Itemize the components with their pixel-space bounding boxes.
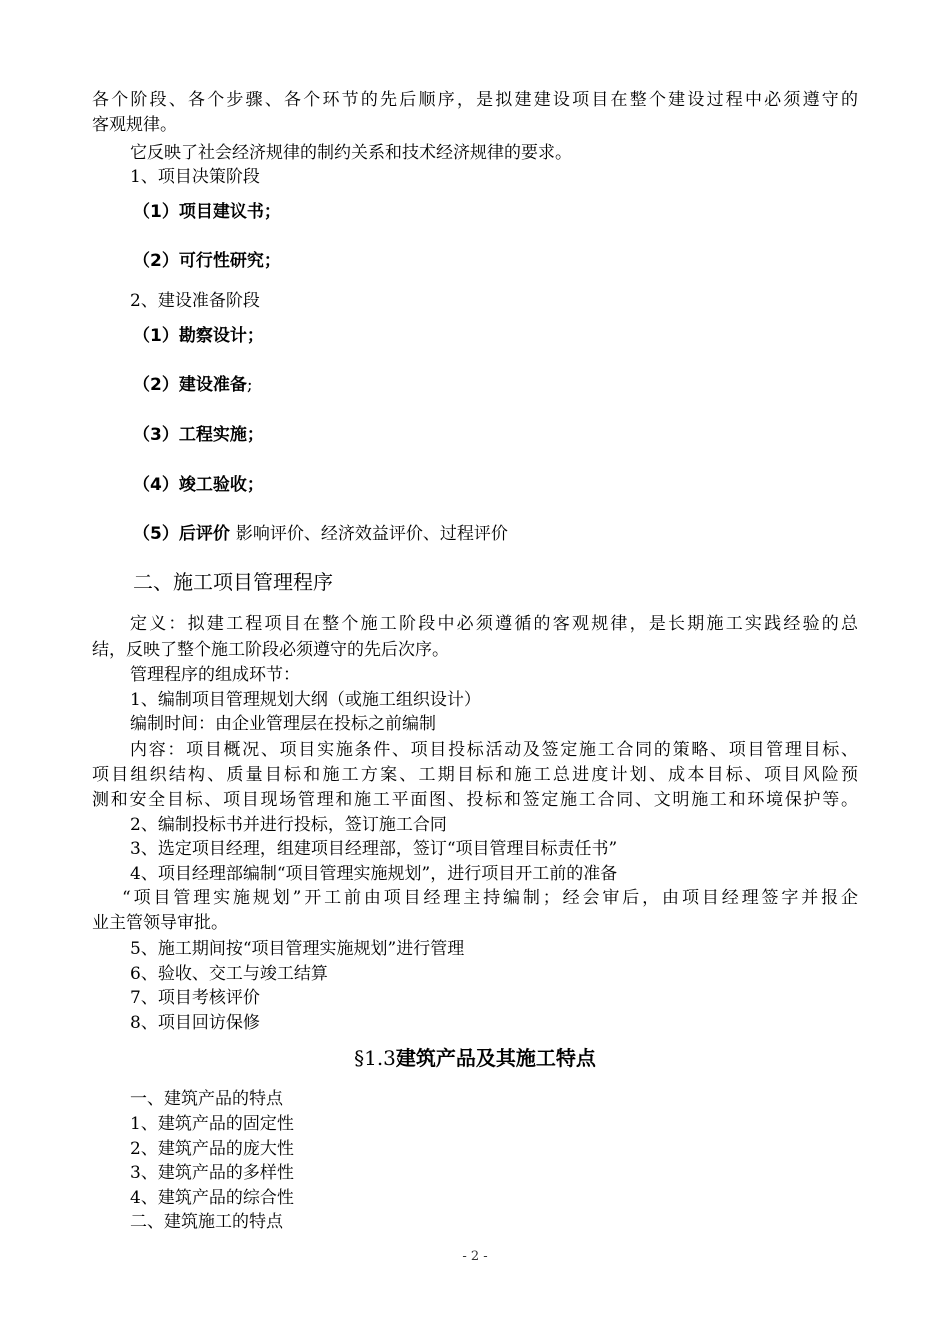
stage-title: 1、项目决策阶段 <box>130 167 260 187</box>
paragraph-line: 客观规律。 <box>92 115 177 135</box>
stage-item-suffix: ; <box>246 375 253 395</box>
paragraph-line: 项目组织结构、质量目标和施工方案、工期目标和施工总进度计划、成本目标、项目风险预 <box>92 765 858 785</box>
stage-item-note: 影响评价、经济效益评价、过程评价 <box>235 524 508 544</box>
step-item: 8、项目回访保修 <box>130 1013 260 1033</box>
paragraph-line: 内容：项目概况、项目实施条件、项目投标活动及签定施工合同的策略、项目管理目标、 <box>130 740 858 760</box>
section-title: 二、施工项目管理程序 <box>133 570 333 594</box>
chapter-title: 建筑产品及其施工特点 <box>395 1046 596 1070</box>
step-item: 3、选定项目经理，组建项目经理部，签订“项目管理目标责任书” <box>130 839 618 859</box>
stage-item <box>133 522 508 546</box>
subsection-title: 二、建筑施工的特点 <box>130 1212 283 1232</box>
list-item: 1、建筑产品的固定性 <box>130 1114 294 1134</box>
paragraph-line: “项目管理实施规划”开工前由项目经理主持编制；经会审后，由项目经理签字并报企 <box>122 888 858 908</box>
list-item: 4、建筑产品的综合性 <box>130 1188 294 1208</box>
step-item: 5、施工期间按“项目管理实施规划”进行管理 <box>130 939 465 959</box>
step-item: 2、编制投标书并进行投标，签订施工合同 <box>130 815 447 835</box>
chapter-heading <box>0 1044 950 1072</box>
chapter-number: §1.3 <box>354 1046 396 1070</box>
paragraph-line: 编制时间：由企业管理层在投标之前编制 <box>130 714 436 734</box>
stage-item: （1）勘察设计； <box>133 326 264 346</box>
paragraph-line: 定义：拟建工程项目在整个施工阶段中必须遵循的客观规律，是长期施工实践经验的总 <box>130 614 858 634</box>
page-number: - 2 - <box>462 1249 488 1264</box>
subsection-title: 一、建筑产品的特点 <box>130 1089 283 1109</box>
list-item: 3、建筑产品的多样性 <box>130 1163 294 1183</box>
stage-item-label: （2）建设准备 <box>133 375 247 395</box>
paragraph-line: 管理程序的组成环节： <box>130 665 300 685</box>
step-item: 7、项目考核评价 <box>130 988 260 1008</box>
paragraph-line: 测和安全目标、项目现场管理和施工平面图、投标和签定施工合同、文明施工和环境保护等。 <box>92 790 858 810</box>
stage-item: （4）竣工验收； <box>133 475 264 495</box>
paragraph-line: 业主管领导审批。 <box>92 913 228 933</box>
step-item: 1、编制项目管理规划大纲（或施工组织设计） <box>130 690 481 710</box>
stage-item-label: （5）后评价 <box>133 524 230 544</box>
stage-item <box>133 373 253 397</box>
step-item: 6、验收、交工与竣工结算 <box>130 964 328 984</box>
stage-item: （2）可行性研究； <box>133 251 281 271</box>
paragraph-line: 各个阶段、各个步骤、各个环节的先后顺序，是拟建建设项目在整个建设过程中必须遵守的 <box>92 90 858 110</box>
paragraph-line: 结，反映了整个施工阶段必须遵守的先后次序。 <box>92 640 449 660</box>
paragraph-line: 它反映了社会经济规律的制约关系和技术经济规律的要求。 <box>130 143 572 163</box>
stage-title: 2、建设准备阶段 <box>130 291 260 311</box>
stage-item: （3）工程实施； <box>133 425 264 445</box>
step-item: 4、项目经理部编制“项目管理实施规划”，进行项目开工前的准备 <box>130 864 618 884</box>
stage-item: （1）项目建议书； <box>133 202 281 222</box>
list-item: 2、建筑产品的庞大性 <box>130 1139 294 1159</box>
